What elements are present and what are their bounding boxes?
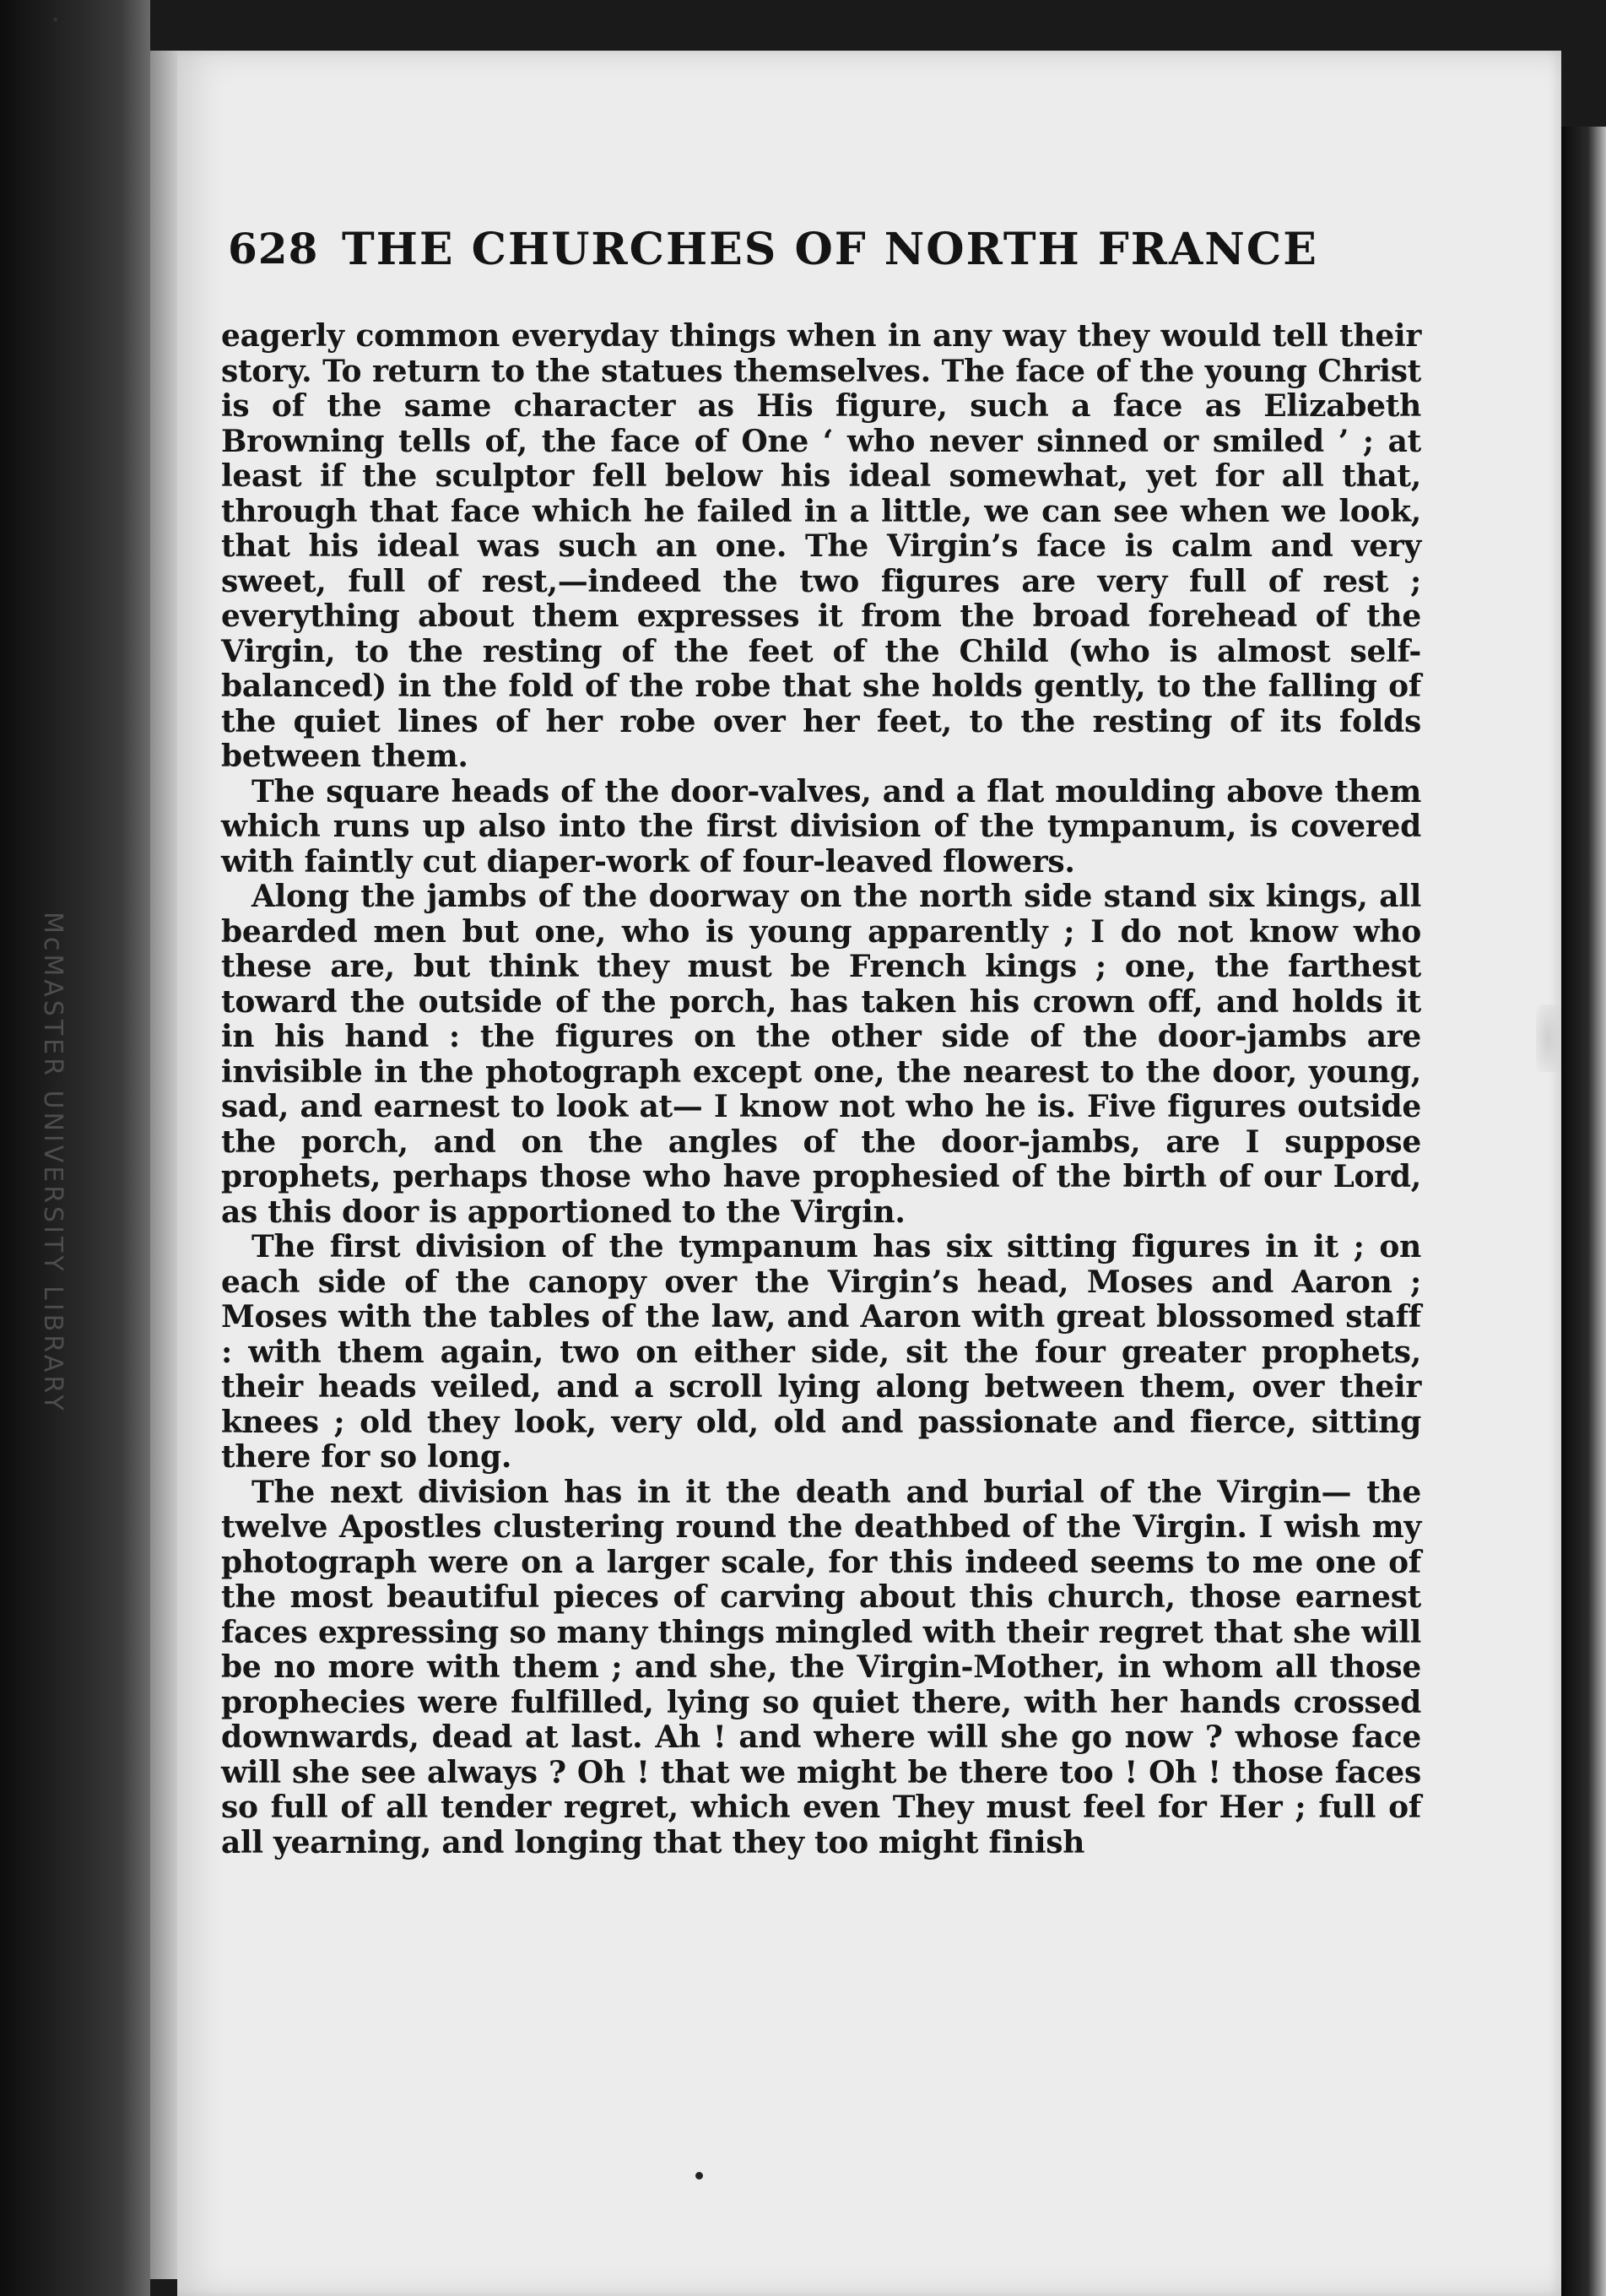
paragraph-5: The next division has in it the death and burial of the Virgin— the twelve Apostles clustering round the deathbed of the Virgin. I wish my photograph were on a larger scale, for this indeed seems to me one of the most beautiful pieces of carving about this church, those earnest faces expressing so many things mingled with their regret that she will be no more with them ; and she, the Virgin-Mother, in whom all those prophecies were fulfilled, lying so quiet there, with her hands crossed downwards, dead at last. Ah ! and where will she go now ? whose face will she see always ? Oh ! that we might be there too ! Oh ! those faces so full of all tender regret, which even They must feel for Her ; full of all yearning, and longing that they too might finish (221, 1474, 1421, 1860)
paragraph-4: The first division of the tympanum has six sitting figures in it ; on each side of the canopy over the Virgin’s head, Moses and Aaron ; Moses with the tables of the law, and Aaron with great blossomed staff : with them again, two on either side, sit the four greater prophets, their heads veiled, and a scroll lying along between them, over their knees ; old they look, very old, old and passionate and fierce, sitting there for so long. (221, 1229, 1421, 1475)
body-text (221, 319, 1421, 1860)
page-gutter (150, 51, 181, 2279)
page-number: 628 (228, 224, 319, 273)
page-stain (1536, 1004, 1561, 1072)
paragraph-1: eagerly common everyday things when in any way they would tell their story. To return to the statues themselves. The face of the young Christ is of the same character as His figure, such a face as Elizabeth Browning tells of, the face of One ‘ who never sinned or smiled ’ ; at least if the sculptor fell below his ideal somewhat, yet for all that, through that face which he failed in a little, we can see when we look, that his ideal was such an one. The Virgin’s face is calm and very sweet, full of rest,—indeed the two figures are very full of rest ; everything about them expresses it from the broad forehead of the Virgin, to the resting of the feet of the Child (who is almost self-balanced) in the fold of the robe that she holds gently, to the falling of the quiet lines of her robe over her feet, to the resting of its folds between them. (221, 318, 1421, 774)
running-head: THE CHURCHES OF NORTH FRANCE (342, 224, 1318, 275)
right-film-margin (1561, 127, 1606, 2296)
paragraph-3: Along the jambs of the doorway on the north side stand six kings, all bearded men but one, who is young apparently ; I do not know who these are, but think they must be French kings ; one, the farthest toward the outside of the porch, has taken his crown off, and holds it in his hand : the figures on the other side of the door-jambs are invisible in the photograph except one, the nearest to the door, young, sad, and earnest to look at— I know not who he is. Five figures outside the porch, and on the angles of the door-jambs, are I suppose prophets, perhaps those who have prophesied of the birth of our Lord, as this door is apportioned to the Virgin. (221, 879, 1421, 1230)
page-header (228, 224, 1376, 308)
page-dot-mark (695, 2172, 703, 2180)
corner-mark: · (51, 3, 61, 38)
paragraph-2: The square heads of the door-valves, and a flat moulding above them which runs up also into the first division of the tympanum, is covered with faintly cut diaper-work of four-leaved flowers. (221, 773, 1421, 880)
library-spine-stamp: McMASTER UNIVERSITY LIBRARY (38, 912, 68, 1414)
